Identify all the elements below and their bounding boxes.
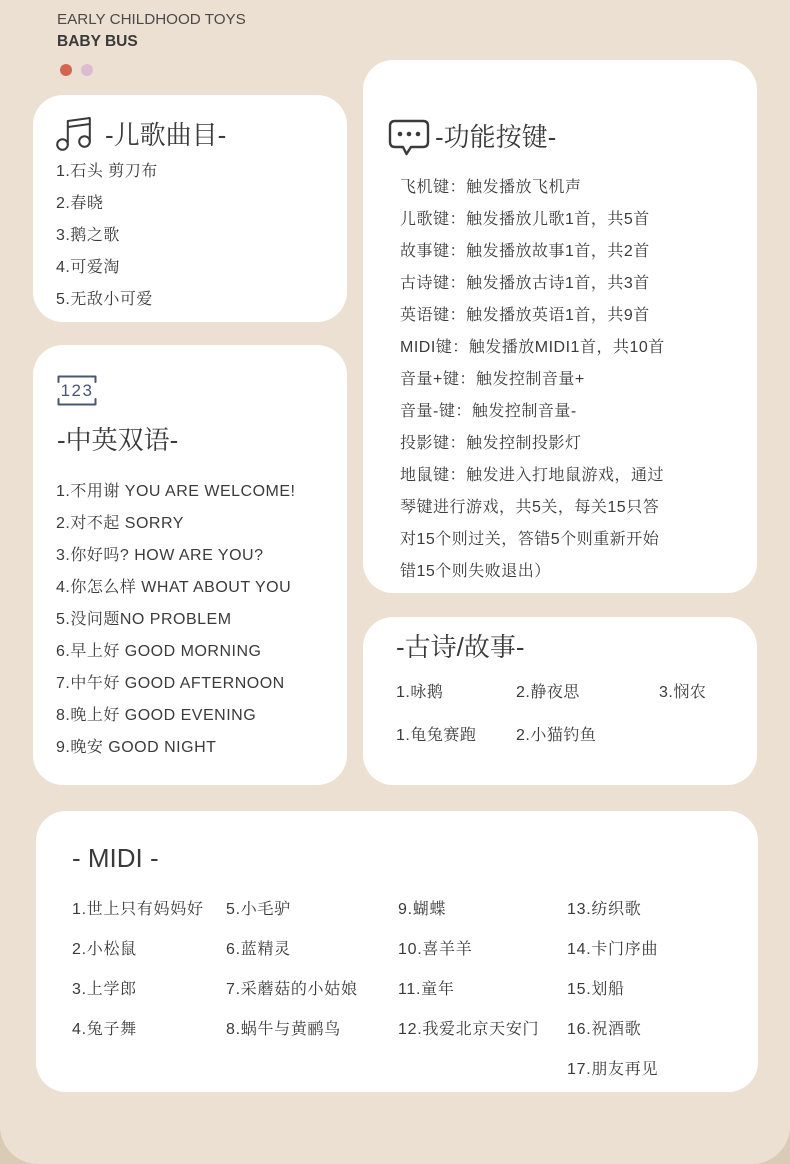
midi-song-item: 1.世上只有妈妈好 (72, 901, 204, 918)
story-item: 2.小猫钓鱼 (516, 727, 597, 744)
function-buttons-list (400, 172, 665, 588)
midi-song-item: 13.纺织歌 (567, 901, 642, 918)
numbers-icon (57, 375, 97, 406)
function-line: 对15个则过关，答错5个则重新开始 (400, 531, 660, 548)
song-item: 2.春晓 (56, 195, 104, 212)
function-line: 故事键：触发播放故事1首，共2首 (400, 243, 650, 260)
midi-column (226, 890, 358, 1050)
bilingual-card (33, 345, 347, 785)
midi-song-item: 11.童年 (398, 981, 455, 998)
function-line: 音量+键：触发控制音量+ (400, 371, 585, 388)
midi-song-item: 16.祝酒歌 (567, 1021, 642, 1038)
song-item: 5.无敌小可爱 (56, 291, 153, 308)
midi-column (72, 890, 204, 1050)
song-item: 3.鹅之歌 (56, 227, 120, 244)
midi-song-item: 10.喜羊羊 (398, 941, 473, 958)
midi-song-item: 8.蜗牛与黄鹂鸟 (226, 1021, 341, 1038)
songs-card (33, 95, 347, 322)
midi-column (567, 890, 658, 1090)
numbers-icon-label: 123 (60, 381, 94, 400)
function-line: 古诗键：触发播放古诗1首，共3首 (400, 275, 650, 292)
function-line: 投影键：触发控制投影灯 (400, 435, 582, 452)
midi-column (398, 890, 539, 1050)
phrase-item: 1.不用谢 YOU ARE WELCOME! (56, 483, 296, 500)
midi-song-item: 12.我爱北京天安门 (398, 1021, 540, 1038)
page-indicator-dot (81, 64, 93, 76)
phrase-item: 5.没问题NO PROBLEM (56, 611, 232, 628)
poem-item: 1.咏鹅 (396, 684, 444, 701)
midi-song-item: 2.小松鼠 (72, 941, 137, 958)
song-item: 4.可爱淘 (56, 259, 120, 276)
midi-song-item: 4.兔子舞 (72, 1021, 137, 1038)
phrase-item: 8.晚上好 GOOD EVENING (56, 707, 257, 724)
function-line: 英语键：触发播放英语1首，共9首 (400, 307, 650, 324)
function-line: 飞机键：触发播放飞机声 (400, 179, 582, 196)
brand-name: BABY BUS (57, 33, 138, 50)
phrase-item: 4.你怎么样 WHAT ABOUT YOU (56, 579, 292, 596)
poem-item: 2.静夜思 (516, 684, 580, 701)
brand-tagline: EARLY CHILDHOOD TOYS (57, 11, 246, 28)
function-line: 错15个则失败退出） (400, 563, 551, 580)
page-indicator-dot-active (60, 64, 72, 76)
function-line: 音量-键：触发控制音量- (400, 403, 577, 420)
song-item: 1.石头 剪刀布 (56, 163, 158, 180)
midi-song-item: 14.卡门序曲 (567, 941, 659, 958)
midi-title: - MIDI - (72, 843, 159, 873)
poems-stories-title: -古诗/故事- (396, 632, 525, 662)
midi-song-item: 9.蝴蝶 (398, 901, 447, 918)
function-buttons-card (363, 60, 757, 593)
midi-song-item: 17.朋友再见 (567, 1061, 659, 1078)
songs-title: -儿歌曲目- (105, 120, 227, 150)
midi-song-item: 15.划船 (567, 981, 625, 998)
phrase-item: 2.对不起 SORRY (56, 515, 184, 532)
midi-song-item: 5.小毛驴 (226, 901, 291, 918)
midi-song-item: 6.蓝精灵 (226, 941, 291, 958)
phrase-item: 9.晚安 GOOD NIGHT (56, 739, 217, 756)
function-line: MIDI键：触发播放MIDI1首，共10首 (400, 339, 665, 356)
function-line: 琴键进行游戏，共5关，每关15只答 (400, 499, 660, 516)
poems-stories-card (363, 617, 757, 785)
bilingual-title: -中英双语- (57, 425, 179, 455)
bilingual-list (56, 476, 296, 764)
songs-list (56, 156, 158, 316)
story-item: 1.龟兔赛跑 (396, 727, 477, 744)
function-line: 地鼠键：触发进入打地鼠游戏，通过 (400, 467, 665, 484)
phrase-item: 7.中午好 GOOD AFTERNOON (56, 675, 285, 692)
function-line: 儿歌键：触发播放儿歌1首，共5首 (400, 211, 650, 228)
poem-item: 3.悯农 (659, 684, 707, 701)
phrase-item: 6.早上好 GOOD MORNING (56, 643, 262, 660)
midi-song-item: 3.上学郎 (72, 981, 137, 998)
midi-song-item: 7.采蘑菇的小姑娘 (226, 981, 358, 998)
music-note-icon (55, 116, 93, 152)
chat-bubble-icon (388, 119, 430, 157)
phrase-item: 3.你好吗? HOW ARE YOU? (56, 547, 264, 564)
function-buttons-title: -功能按键- (435, 122, 557, 152)
midi-card (36, 811, 758, 1092)
